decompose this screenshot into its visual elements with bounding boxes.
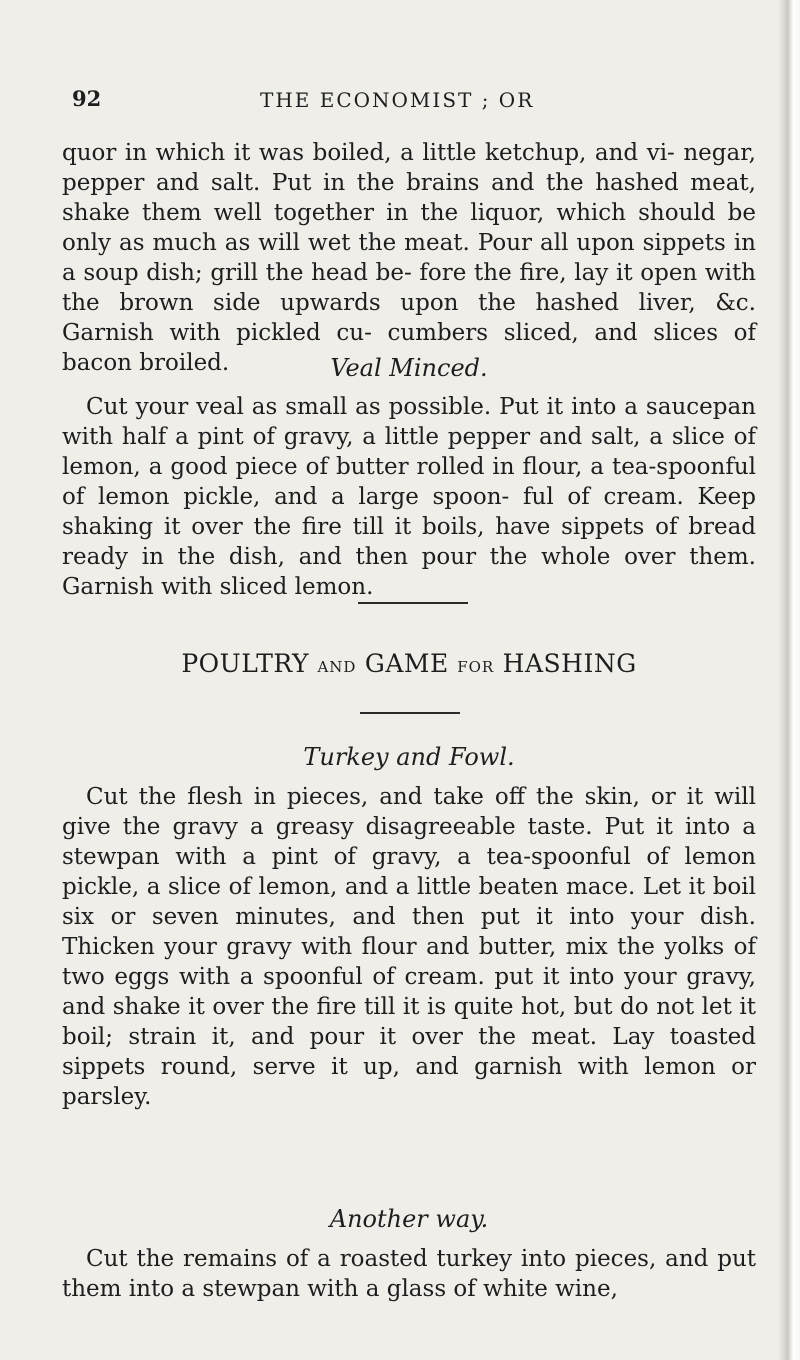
running-head (60, 86, 740, 120)
section-title-poultry: POULTRY (181, 649, 309, 678)
section-title-game: GAME (364, 649, 449, 678)
divider-rule-bottom (360, 712, 460, 714)
page-number: 92 (72, 86, 102, 111)
recipe-text-turkey-fowl: Cut the flesh in pieces, and take off the skin, or it will give the gravy a greasy disagreeable taste. Put it into a stewpan with a pint of gravy, a tea-spoonful of lemon pickle, a slice of lemon, and a little beaten mace. Let it boil six or seven minutes, and then put it into your dish. Thicken your gravy with flour and butter, mix the yolks of two eggs with a spoonful of cream. put it into your gravy, and shake it over the fire till it is quite hot, but do not let it boil; strain it, and pour it over the meat. Lay toasted sippets round, serve it up, and garnish with lemon or parsley. (62, 784, 756, 1110)
recipe-heading-turkey-fowl: Turkey and Fowl. (303, 743, 515, 771)
recipe-heading-veal-minced: Veal Minced. (330, 354, 488, 382)
paragraph-continuation: quor in which it was boiled, a little ketchup, and vi- negar, pepper and salt. Put in the brains and the hashed meat, shake them well together in the liquor, which should be only as much as will wet the meat. Pour all upon sippets in a soup dish; grill the head be- fore the fire, lay it open with the brown side upwards upon the hashed liver, &c. Garnish with pickled cu- cumbers sliced, and slices of bacon broiled. (62, 140, 756, 376)
running-title: THE ECONOMIST ; OR (260, 88, 535, 112)
section-title-hashing: HASHING (502, 649, 637, 678)
divider-rule-top (358, 602, 468, 604)
page-edge (778, 0, 800, 1360)
section-title-and: AND (317, 658, 357, 676)
recipe-text-another-way: Cut the remains of a roasted turkey into pieces, and put them into a stewpan with a glass of white wine, (62, 1246, 756, 1302)
section-title-for: FOR (457, 658, 495, 676)
section-title (62, 648, 756, 683)
recipe-heading-another-way: Another way. (329, 1205, 489, 1233)
recipe-text-veal-minced: Cut your veal as small as possible. Put it into a saucepan with half a pint of gravy, a little pepper and salt, a slice of lemon, a good piece of butter rolled in flour, a tea-spoonful of lemon pickle, and a large spoon- ful of cream. Keep shaking it over the fire till it boils, have sippets of bread ready in the dish, and then pour the whole over them. Garnish with sliced lemon. (62, 394, 756, 600)
